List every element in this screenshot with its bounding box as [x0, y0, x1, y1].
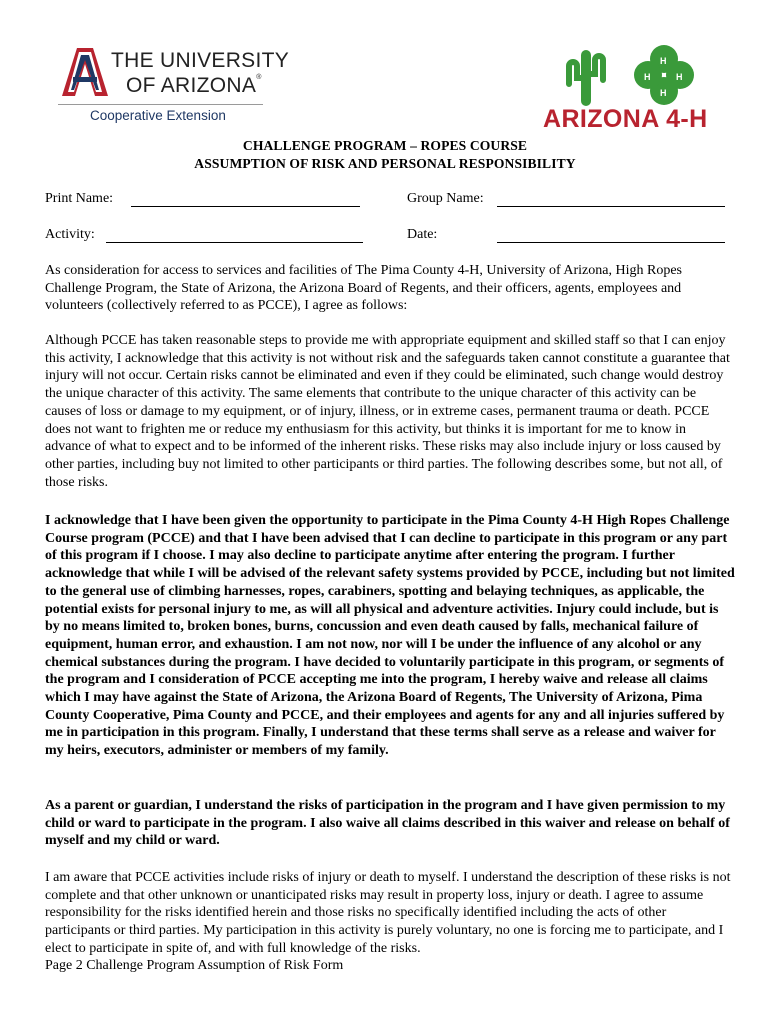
arizona-4h-logo [541, 44, 713, 134]
date-label: Date: [407, 227, 438, 242]
activity-label: Activity: [45, 227, 95, 242]
parent-guardian-paragraph: As a parent or guardian, I understand the risks of participation in the program and I have given permission to my child or ward to participate in the program. I also waive all claims described in this waiver and release on behalf of myself and my child or ward. [45, 798, 730, 849]
block-a-icon [62, 46, 108, 98]
document-title: CHALLENGE PROGRAM – ROPES COURSE [242, 138, 528, 153]
university-of-arizona-logo [58, 46, 290, 128]
ua-wordmark-line1: THE UNIVERSITY [111, 49, 290, 72]
consideration-paragraph: As consideration for access to services and facilities of The Pima County 4-H, University of Arizona, High Ropes Challenge Program, the State of Arizona, the Arizona Board of Regents, and their officers, agents, employees and volunteers (collectively referred to as PCCE), I agree as follows: [45, 263, 682, 314]
page-footer: Page 2 Challenge Program Assumption of Risk Form [45, 958, 344, 973]
assumption-of-risk-paragraph: I am aware that PCCE activities include risks of injury or death to myself. I understand the description of these risks is not complete and that other unknown or unanticipated risks may result in property loss, injury or death. I agree to assume responsibility for the risks identified herein and those risks no specifically identified including the acts of other participants or third parties. My participation in this activity is purely voluntary, no one is forcing me to participate, and I elect to participate in spite of, and with full knowledge of the risks. [45, 870, 731, 956]
risk-disclosure-paragraph: Although PCCE has taken reasonable steps to provide me with appropriate equipment and skilled staff so that I can enjoy this activity, I acknowledge that this activity is not without risk and the safeguards taken cannot constitute a guarantee that injury will not occur. Certain risks cannot be eliminated and even if they could be eliminated, such change would destroy the unique character of this activity. The same elements that contribute to the unique character of this activity can be causes of loss or damage to my equipment, or of injury, illness, or in extreme cases, permanent trauma or death. PCCE does not want to frighten me or reduce my enthusiasm for this activity, but thinks it is important for me to know in advance of what to expect and to be informed of the inherent risks. These risks may also include injury or loss caused by other parties, including buy not limited to other participants or third parties. The following describes some, but not all, of those risks. [45, 333, 730, 490]
clover-letter-left: H [644, 72, 651, 82]
cooperative-extension-label: Cooperative Extension [90, 108, 226, 123]
print-name-label: Print Name: [45, 191, 114, 206]
logo-divider [58, 104, 263, 105]
ua-wordmark-line2: OF ARIZONA® [126, 74, 262, 97]
arizona-4h-wordmark: ARIZONA 4-H [543, 105, 708, 133]
group-name-line[interactable] [497, 206, 725, 207]
acknowledgement-paragraph: I acknowledge that I have been given the opportunity to participate in the Pima County 4-H High Ropes Challenge Course program (PCCE) and that I have been advised that I can decline to participate in this program or any part of this program if I choose. I may also decline to participate anytime after entering the program. I further acknowledge that while I will be advised of the relevant safety systems provided by PCCE, including but not limited to the general use of climbing harnesses, ropes, carabiners, spotting and belaying techniques, as applicable, the potential exists for personal injury to me, as will all physical and adventure activities. Injury could include, but is by no means limited to, broken bones, burns, concussion and even death caused by falls, mechanical failure of equipment, human error, and exhaustion. I am not now, nor will I be under the influence of any alcohol or any chemical substances during the program. I have decided to voluntarily participate in this program, or segments of the program and I consideration of PCCE accepting me into the program, I hereby waive and release all claims which I may have against the State of Arizona, the Arizona Board of Regents, The University of Arizona, Pima County Cooperative, Pima County and PCCE, and their employees and agents for any and all injuries suffered by me in participation in this program. Finally, I understand that these terms shall serve as a release and waiver for my heirs, executors, administer or members of my family. [45, 513, 735, 759]
print-name-line[interactable] [131, 206, 360, 207]
document-subtitle: ASSUMPTION OF RISK AND PERSONAL RESPONSIBILITY [194, 156, 576, 171]
four-h-clover-icon [627, 44, 701, 106]
clover-letter-right: H [676, 72, 683, 82]
clover-letter-bottom: H [660, 88, 667, 98]
saguaro-cactus-icon [563, 46, 609, 108]
date-line[interactable] [497, 242, 725, 243]
group-name-label: Group Name: [407, 191, 484, 206]
clover-letter-top: H [660, 56, 667, 66]
activity-line[interactable] [106, 242, 363, 243]
